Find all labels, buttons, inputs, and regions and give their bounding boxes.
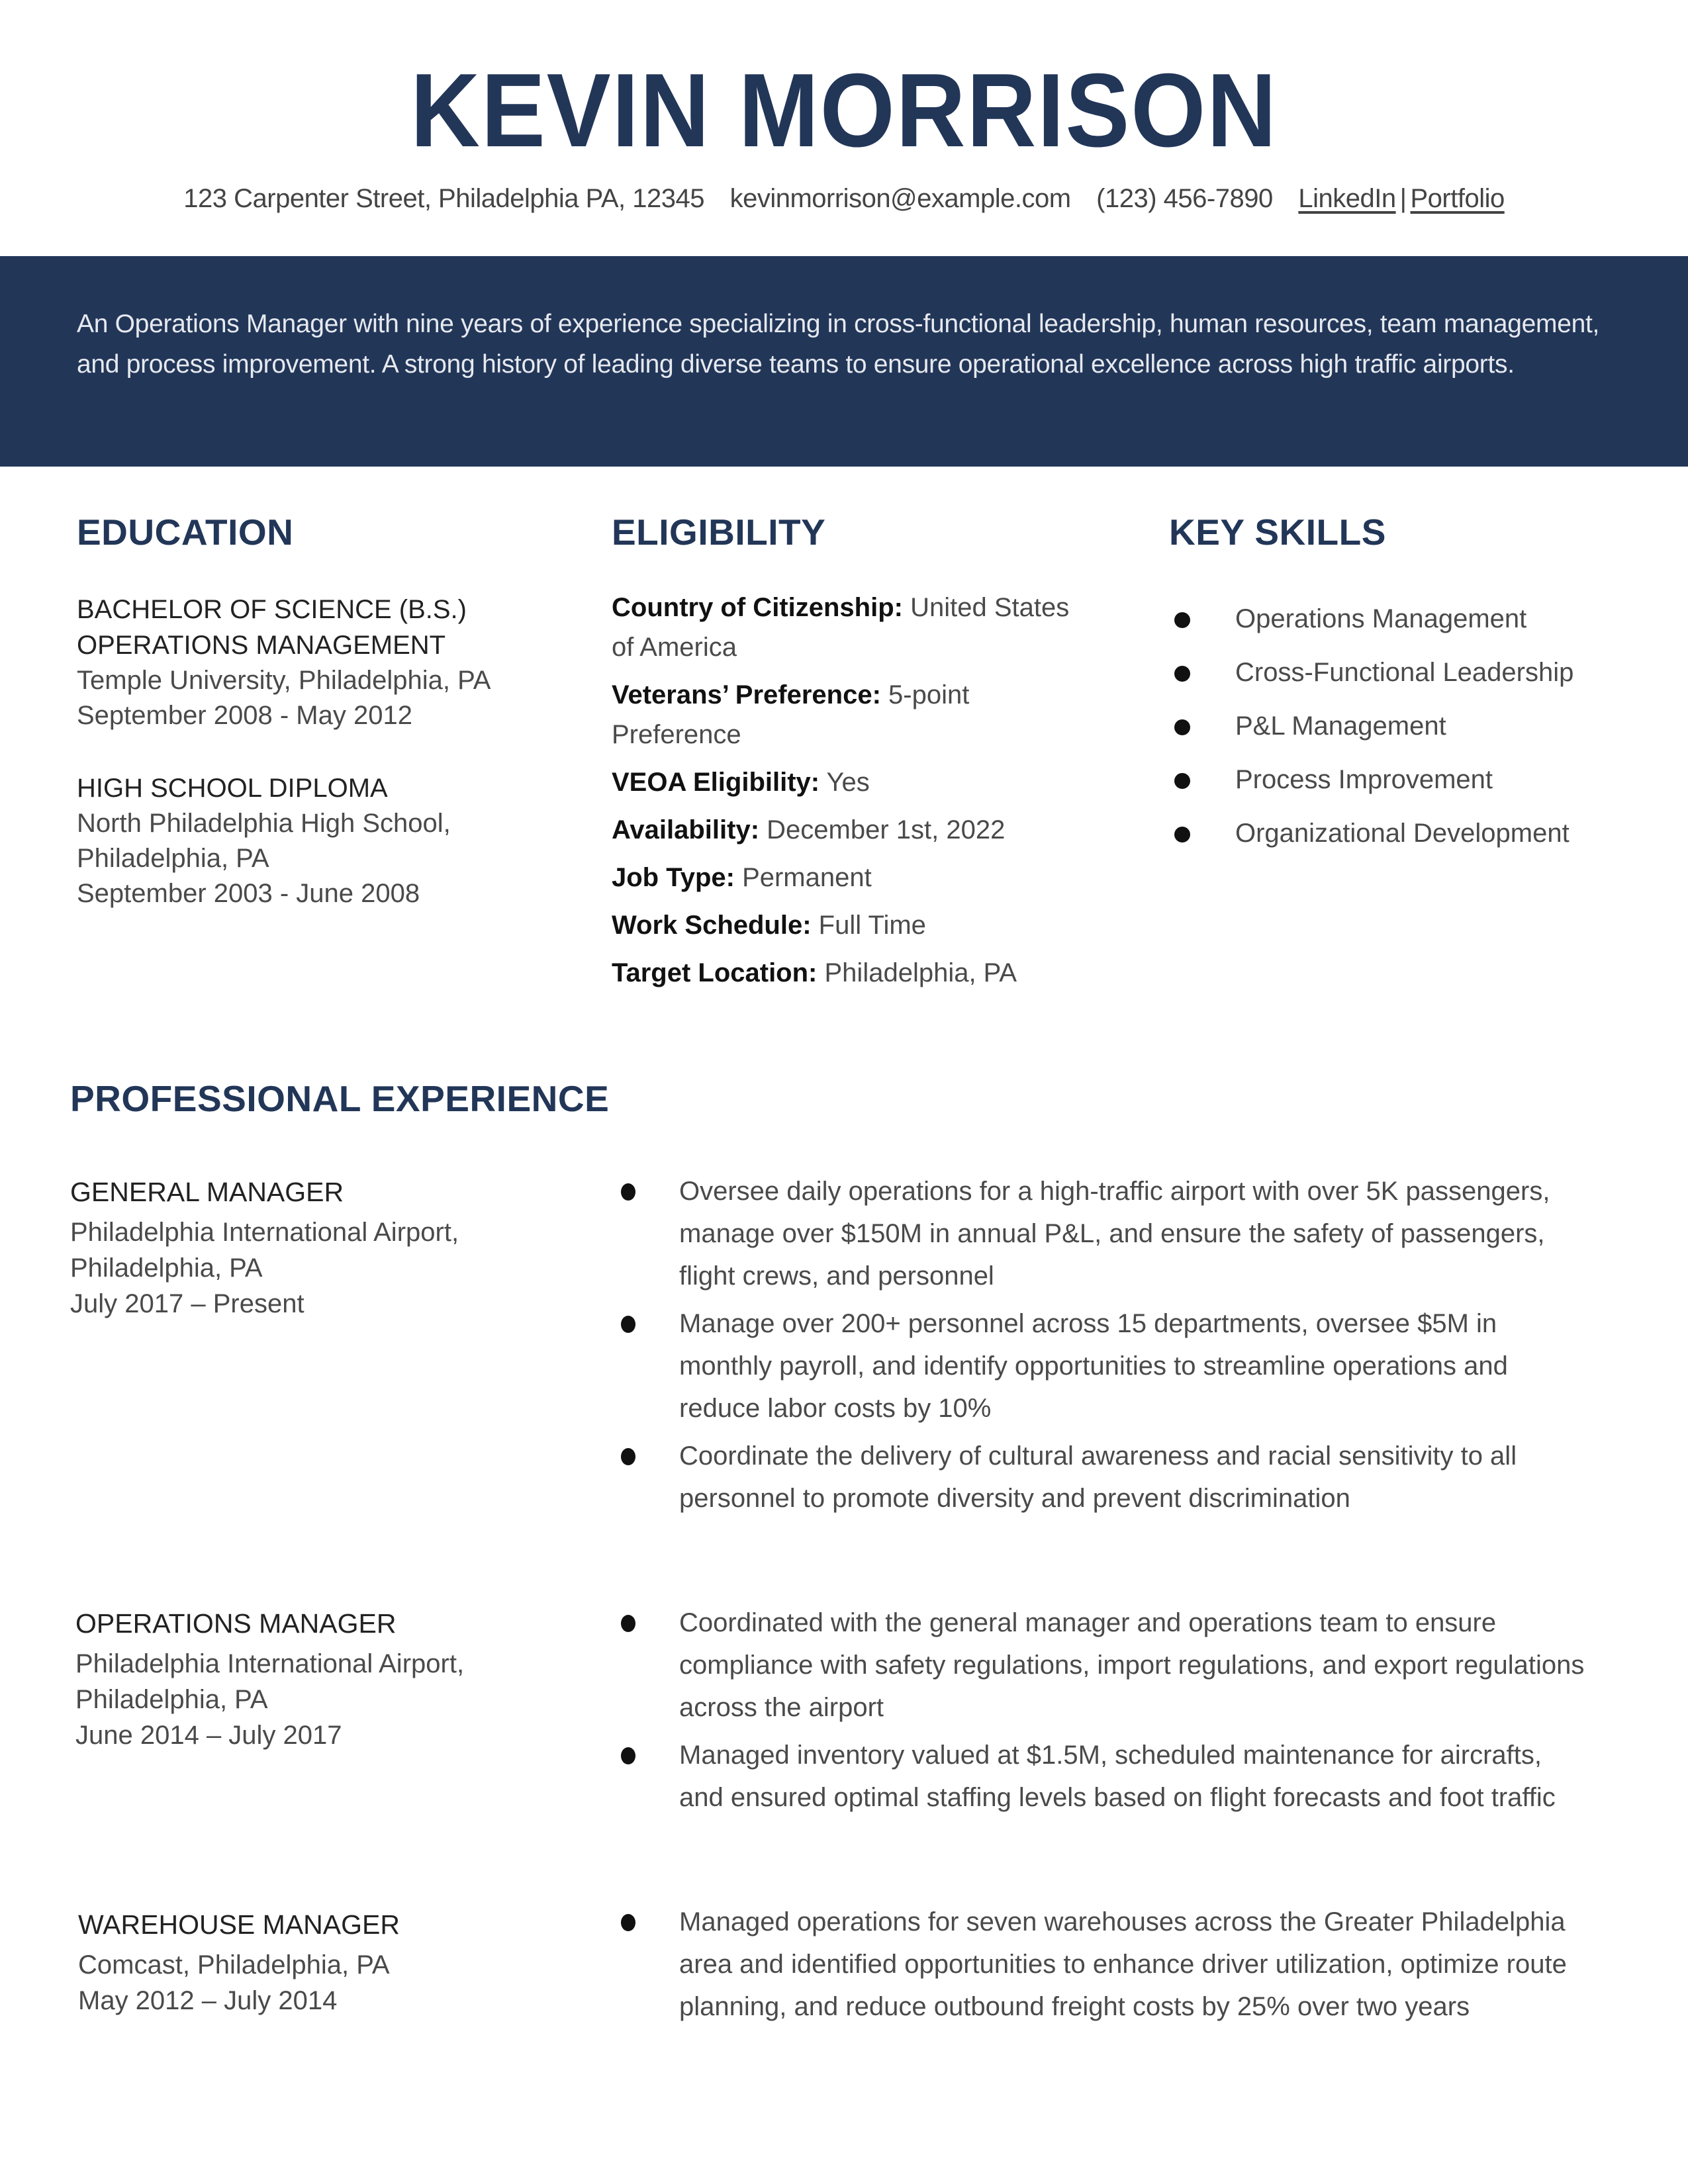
summary-text: An Operations Manager with nine years of experience specializing in cross-functional leadership, human resources, team management, and process improvement. A strong history of leading diverse teams to ensure operational excellence across high traffic airports. xyxy=(77,310,1600,379)
education-dates: September 2003 - June 2008 xyxy=(77,879,420,908)
skills-section xyxy=(1174,599,1638,867)
phone: (123) 456-7890 xyxy=(1096,184,1273,213)
linkedin-link[interactable]: LinkedIn xyxy=(1298,184,1396,213)
education-item xyxy=(77,592,580,733)
job-company: Philadelphia International Airport, xyxy=(70,1218,459,1247)
job-bullet: Managed inventory valued at $1.5M, scheduled maintenance for aircrafts, and ensured optimal staffing levels based on flight forecasts and foot traffic xyxy=(621,1734,1587,1819)
job-title: GENERAL MANAGER xyxy=(70,1177,344,1207)
job-location: Philadelphia, PA xyxy=(70,1253,263,1283)
bullet-icon xyxy=(621,1615,635,1632)
job-location: Philadelphia, PA xyxy=(75,1685,268,1714)
bullet-icon xyxy=(1174,773,1190,789)
degree-title: HIGH SCHOOL DIPLOMA xyxy=(77,774,388,803)
candidate-name: KEVIN MORRISON xyxy=(410,52,1278,169)
eligibility-section xyxy=(612,588,1075,1001)
eligibility-work-schedule: Work Schedule: Full Time xyxy=(612,911,926,940)
skills-heading: KEY SKILLS xyxy=(1169,512,1386,553)
job-bullet: Oversee daily operations for a high-traffic airport with over 5K passengers, manage over $150M in annual P&L, and ensure the safety of passengers, flight crews, and personnel xyxy=(621,1170,1587,1297)
school-name: North Philadelphia High School, xyxy=(77,809,451,838)
education-dates: September 2008 - May 2012 xyxy=(77,701,412,730)
job-title: WAREHOUSE MANAGER xyxy=(78,1909,400,1940)
job-info xyxy=(78,1906,594,2019)
bullet-icon xyxy=(621,1914,635,1931)
job-bullets xyxy=(621,1901,1587,2033)
job-bullet: Coordinated with the general manager and operations team to ensure compliance with safety regulations, import regulations, and export regulations across the airport xyxy=(621,1602,1587,1729)
eligibility-job-type: Job Type: Permanent xyxy=(612,863,872,892)
degree-major: OPERATIONS MANAGEMENT xyxy=(77,631,446,660)
summary-banner xyxy=(0,256,1688,467)
job-info xyxy=(75,1605,592,1753)
bullet-icon xyxy=(621,1747,635,1764)
job-bullet: Managed operations for seven warehouses across the Greater Philadelphia area and identified opportunities to enhance driver utilization, optimize route planning, and reduce outbound freight costs by 25% over two years xyxy=(621,1901,1587,2028)
job-dates: June 2014 – July 2017 xyxy=(75,1721,342,1750)
portfolio-link[interactable]: Portfolio xyxy=(1410,184,1505,213)
eligibility-target-location: Target Location: Philadelphia, PA xyxy=(612,958,1017,987)
contact-line xyxy=(0,184,1688,214)
bullet-icon xyxy=(621,1183,635,1201)
link-separator: | xyxy=(1399,184,1407,213)
address: 123 Carpenter Street, Philadelphia PA, 12345 xyxy=(183,184,704,213)
bullet-icon xyxy=(1174,827,1190,842)
bullet-icon xyxy=(1174,612,1190,628)
school-location: Philadelphia, PA xyxy=(77,844,269,873)
job-bullet: Coordinate the delivery of cultural awareness and racial sensitivity to all personnel to promote diversity and prevent discrimination xyxy=(621,1435,1587,1520)
skill-item: Process Improvement xyxy=(1174,760,1638,813)
eligibility-availability: Availability: December 1st, 2022 xyxy=(612,815,1006,844)
eligibility-heading: ELIGIBILITY xyxy=(612,512,826,553)
bullet-icon xyxy=(1174,719,1190,735)
skill-item: Cross-Functional Leadership xyxy=(1174,653,1638,706)
eligibility-citizenship: Country of Citizenship: United States of America xyxy=(612,593,1070,662)
job-company: Comcast, Philadelphia, PA xyxy=(78,1950,390,1979)
bullet-icon xyxy=(621,1448,635,1465)
school-name: Temple University, Philadelphia, PA xyxy=(77,666,491,695)
job-company: Philadelphia International Airport, xyxy=(75,1649,465,1678)
skill-item: Organizational Development xyxy=(1174,813,1638,867)
job-bullets xyxy=(621,1170,1587,1525)
bullet-icon xyxy=(621,1316,635,1333)
eligibility-veoa: VEOA Eligibility: Yes xyxy=(612,768,870,797)
education-item xyxy=(77,770,580,911)
job-dates: July 2017 – Present xyxy=(70,1289,305,1318)
skill-item: P&L Management xyxy=(1174,706,1638,760)
education-section xyxy=(77,592,580,911)
job-bullets xyxy=(621,1602,1587,1824)
job-bullet: Manage over 200+ personnel across 15 departments, oversee $5M in monthly payroll, and identify opportunities to streamline operations and reduce labor costs by 10% xyxy=(621,1302,1587,1430)
education-heading: EDUCATION xyxy=(77,512,294,553)
job-title: OPERATIONS MANAGER xyxy=(75,1608,397,1639)
job-dates: May 2012 – July 2014 xyxy=(78,1986,338,2015)
skill-item: Operations Management xyxy=(1174,599,1638,653)
job-info xyxy=(70,1173,586,1322)
eligibility-veterans-preference: Veterans’ Preference: 5-point Preference xyxy=(612,680,970,749)
bullet-icon xyxy=(1174,666,1190,682)
degree-title: BACHELOR OF SCIENCE (B.S.) xyxy=(77,595,467,624)
email: kevinmorrison@example.com xyxy=(729,184,1071,213)
experience-heading: PROFESSIONAL EXPERIENCE xyxy=(70,1078,610,1119)
